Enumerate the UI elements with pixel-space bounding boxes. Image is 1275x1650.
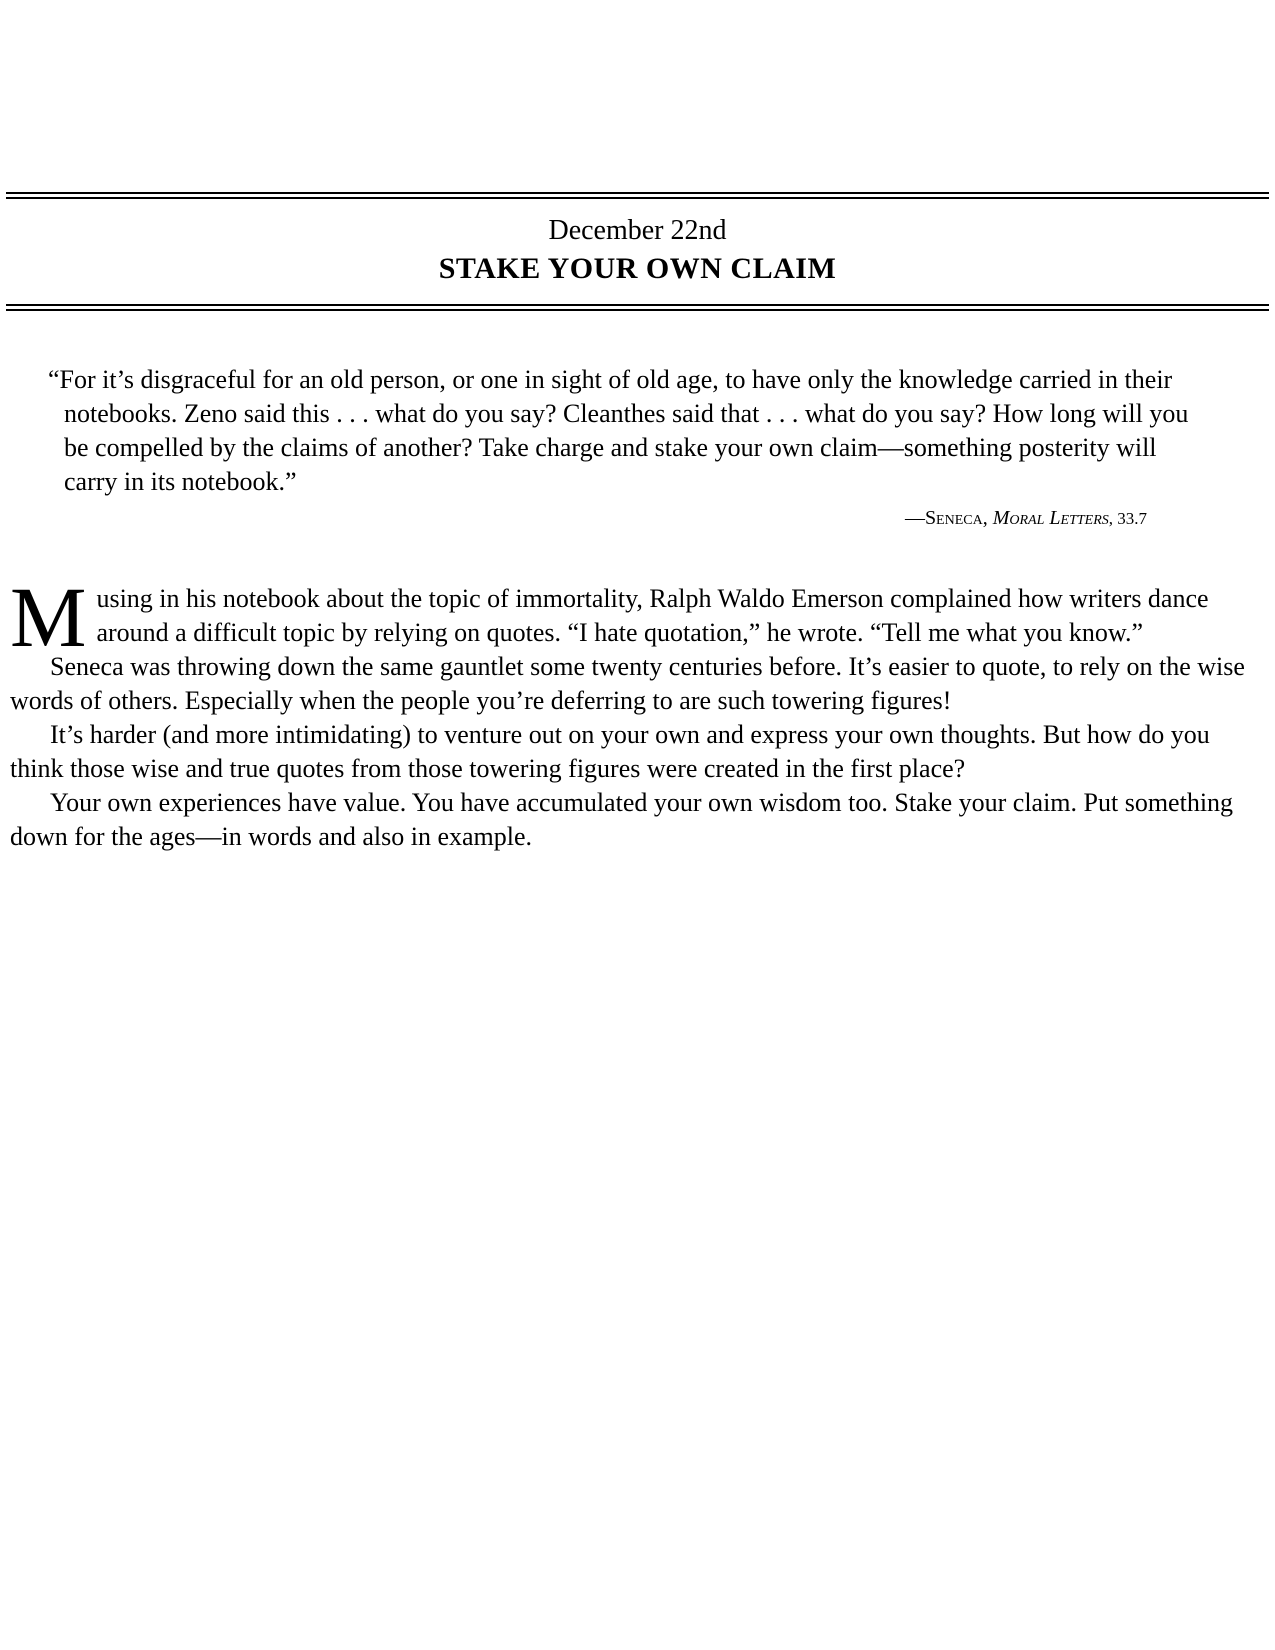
attribution-work-title: Moral Letters: [992, 507, 1109, 529]
quote-attribution: [64, 505, 1147, 532]
paragraph-3: It’s harder (and more intimidating) to venture out on your own and express your own thoughts. But how do you think those wise and true quotes from those towering figures were created in the first place?: [10, 720, 1210, 783]
entry-title: STAKE YOUR OWN CLAIM: [438, 252, 837, 285]
paragraph-1: [10, 569, 1263, 665]
chapter-header: [6, 192, 1269, 311]
quote-text: “For it’s disgraceful for an old person, or one in sight of old age, to have only the knowledge carried in their notebooks. Zeno said this . . . what do you say? Cleanthes said that . . . what do you say? How long will you be compelled by the claims of another? Take charge and stake your own claim—something posterity will carry in its notebook.”: [48, 365, 1189, 496]
drop-cap: M: [10, 569, 87, 665]
paragraph-2: Seneca was throwing down the same gauntlet some twenty centuries before. It’s easier to quote, to rely on the wise words of others. Especially when the people you’re deferring to are such towering figures!: [10, 652, 1245, 715]
paragraph-4: Your own experiences have value. You have accumulated your own wisdom too. Stake your claim. Put something down for the ages—in words and also in example.: [10, 788, 1234, 851]
epigraph-quote: [48, 363, 1205, 532]
entry-body: [10, 569, 1263, 854]
entry-date: December 22nd: [548, 215, 727, 246]
paragraph-1-text: using in his notebook about the topic of immortality, Ralph Waldo Emerson complained how writers dance around a difficult topic by relying on quotes. “I hate quotation,” he wrote. “Tell me what you know.”: [96, 584, 1209, 647]
attribution-author: —Seneca,: [904, 507, 993, 529]
attribution-reference: , 33.7: [1108, 509, 1147, 528]
